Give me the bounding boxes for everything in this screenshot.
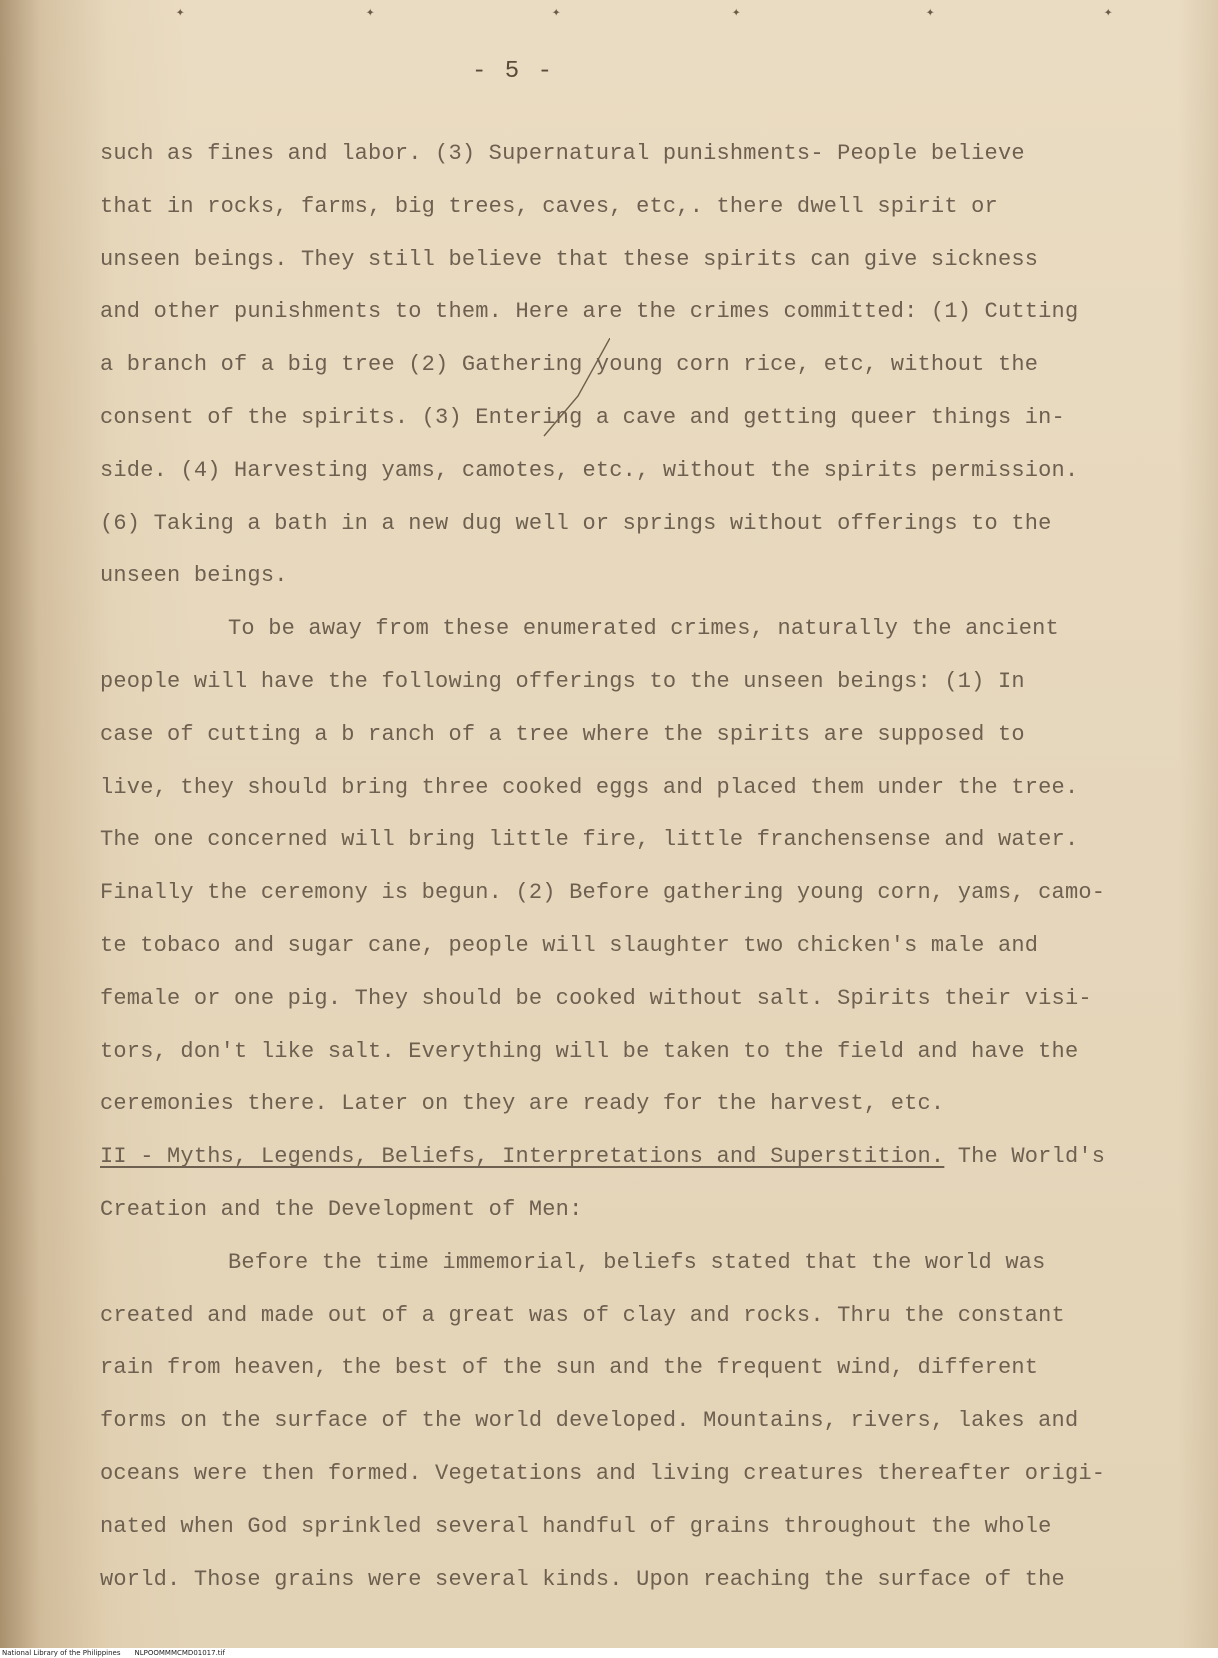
text-line: te tobaco and sugar cane, people will slaughter two chicken's male and — [100, 932, 1039, 958]
text-line: that in rocks, farms, big trees, caves, etc,. there dwell spirit or — [100, 193, 998, 219]
text-line: created and made out of a great was of clay and rocks. Thru the constant — [100, 1302, 1065, 1328]
tack-mark-icon: ✦ — [552, 5, 561, 21]
tack-mark-icon: ✦ — [176, 5, 185, 21]
text-line: To be away from these enumerated crimes, naturally the ancient — [228, 616, 1059, 642]
text-line: The one concerned will bring little fire, little franchensense and water. — [100, 827, 1079, 853]
tack-mark-icon: ✦ — [1104, 5, 1113, 21]
text-line: (6) Taking a bath in a new dug well or springs without offerings to the — [100, 510, 1052, 536]
text-line: female or one pig. They should be cooked without salt. Spirits their visi- — [100, 985, 1092, 1011]
text-line: unseen beings. — [100, 563, 288, 589]
text-line: forms on the surface of the world developed. Mountains, rivers, lakes and — [100, 1408, 1079, 1434]
tack-mark-icon: ✦ — [926, 5, 935, 21]
text-line: Finally the ceremony is begun. (2) Before gathering young corn, yams, camo- — [100, 880, 1106, 906]
page-number: - 5 - — [472, 58, 555, 85]
text-line: a branch of a big tree (2) Gathering young corn rice, etc, without the — [100, 352, 1039, 378]
text-line: ceremonies there. Later on they are ready for the harvest, etc. — [100, 1091, 945, 1117]
text-line: Before the time immemorial, beliefs stated that the world was — [228, 1249, 1046, 1275]
document-body — [100, 128, 1110, 1606]
text-line: and other punishments to them. Here are the crimes committed: (1) Cutting — [100, 299, 1079, 325]
section-subtitle: Creation and the Development of Men: — [100, 1196, 583, 1222]
text-line: side. (4) Harvesting yams, camotes, etc., without the spirits permission. — [100, 457, 1079, 483]
scan-footer — [0, 1648, 1218, 1658]
text-line: people will have the following offerings to the unseen beings: (1) In — [100, 668, 1025, 694]
text-line: live, they should bring three cooked eggs and placed them under the tree. — [100, 774, 1079, 800]
footer-filename: NLPOOMMMCMD01017.tif — [134, 1649, 225, 1657]
text-line: such as fines and labor. (3) Supernatural punishments- People believe — [100, 141, 1025, 166]
text-line: world. Those grains were several kinds. Upon reaching the surface of the — [100, 1566, 1065, 1592]
text-line: oceans were then formed. Vegetations and living creatures thereafter origi- — [100, 1460, 1106, 1486]
section-heading: II - Myths, Legends, Beliefs, Interpretations and Superstition. — [100, 1144, 945, 1170]
text-line: case of cutting a b ranch of a tree where the spirits are supposed to — [100, 721, 1025, 747]
text-line: rain from heaven, the best of the sun and the frequent wind, different — [100, 1355, 1039, 1381]
text-line: tors, don't like salt. Everything will be taken to the field and have the — [100, 1038, 1079, 1064]
page-edge-shadow — [1178, 0, 1218, 1648]
section-heading-line — [100, 1131, 1110, 1184]
text-line: nated when God sprinkled several handful of grains throughout the whole — [100, 1513, 1052, 1539]
text-line: unseen beings. They still believe that these spirits can give sickness — [100, 246, 1039, 272]
section-heading-tail: The World's — [944, 1144, 1106, 1170]
tack-mark-icon: ✦ — [732, 5, 741, 21]
text-line: consent of the spirits. (3) Entering a cave and getting queer things in- — [100, 404, 1065, 430]
tack-mark-icon: ✦ — [366, 5, 375, 21]
footer-library: National Library of the Philippines — [2, 1649, 121, 1657]
